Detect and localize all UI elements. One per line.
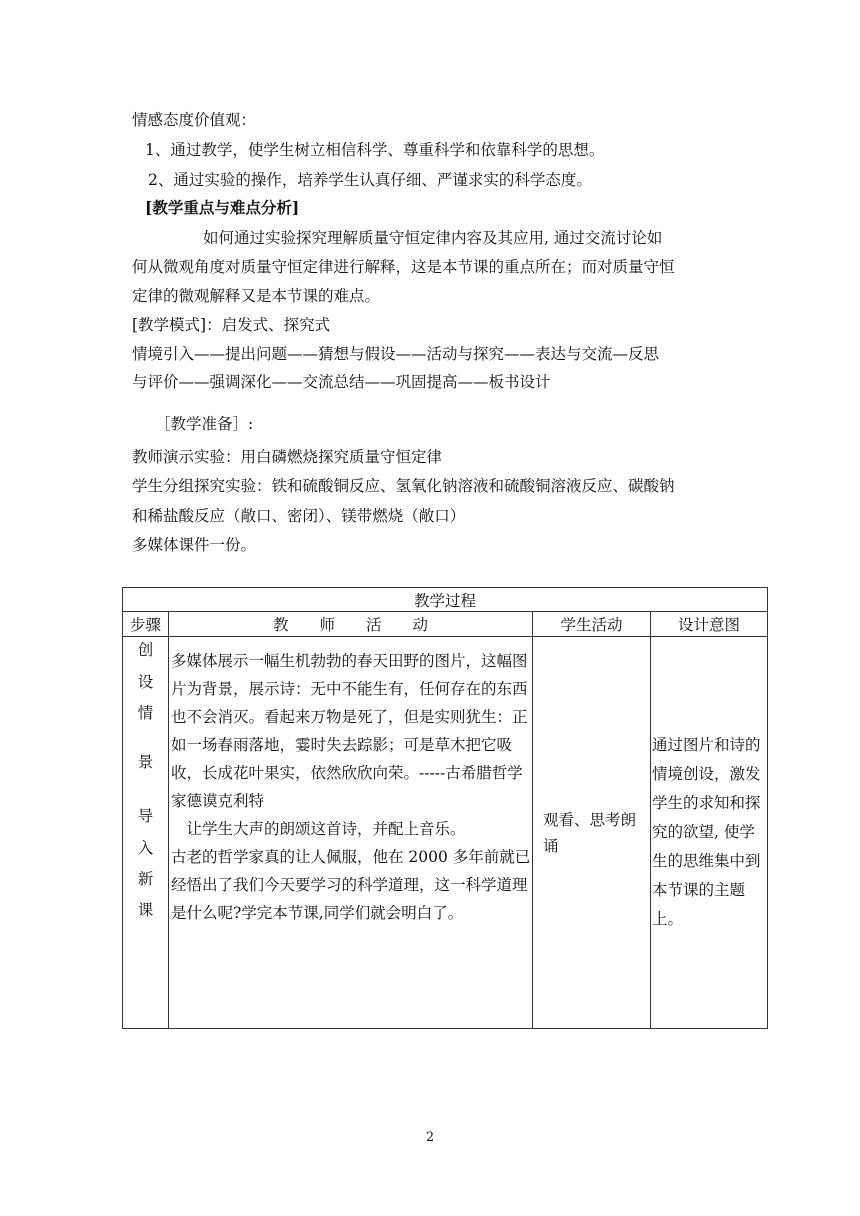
step-char: 创 [137, 641, 154, 659]
teacher-activity-paragraph: 让学生大声的朗颂这首诗，并配上音乐。 [171, 820, 466, 838]
teaching-process-table [122, 587, 768, 1029]
teacher-activity-paragraph: 多媒体展示一幅生机勃勃的春天田野的图片，这幅图片为背景，展示诗：无中不能生有，任何存在的东西也不会消灭。看起来万物是死了，但是实则犹生：正如一场春雨落地，霎时失去踪影；可是草木把它吸收，长成花叶果实，依然欣欣向荣。-----古希腊哲学家德谟克利特 [171, 652, 528, 810]
step-char: 景 [137, 753, 154, 771]
prep-teacher-demo: 教师演示实验：用白磷燃烧探究质量守恒定律 [132, 448, 443, 466]
step-char: 新 [137, 870, 154, 888]
page-number: 2 [425, 1130, 435, 1145]
header-design-intent: 设计意图 [651, 612, 768, 637]
teacher-activity-paragraph: 古老的哲学家真的让人佩服，他在 2000 多年前就已经悟出了我们今天要学习的科学道理，这一科学道理是什么呢?学完本节课,同学们就会明白了。 [171, 848, 531, 922]
step-char: 入 [137, 839, 154, 857]
teaching-mode: [教学模式]：启发式、探究式 [132, 316, 331, 334]
design-intent-cell: 通过图片和诗的情境创设，激发学生的求知和探究的欲望, 使学生的思维集中到本节课的主题上。 [651, 637, 768, 1029]
key-points-line-2: 何从微观角度对质量守恒定律进行解释，这是本节课的重点所在；而对质量守恒 [132, 258, 675, 276]
step-char: 课 [137, 901, 154, 919]
objective-1: 1、通过教学，使学生树立相信科学、尊重科学和依靠科学的思想。 [145, 141, 605, 159]
flow-line-1: 情境引入——提出问题——猜想与假设——活动与探究——表达与交流—反思 [132, 345, 660, 363]
teacher-activity-cell [169, 637, 533, 1029]
heading-key-points: [教学重点与难点分析] [145, 198, 300, 217]
header-step: 步骤 [123, 612, 169, 637]
prep-student-line-1: 学生分组探究实验：铁和硫酸铜反应、氢氧化钠溶液和硫酸铜溶液反应、碳酸钠 [132, 477, 675, 495]
heading-preparation: ［教学准备］: [155, 415, 254, 433]
step-char: 情 [137, 704, 154, 722]
prep-multimedia: 多媒体课件一份。 [132, 536, 257, 554]
step-cell [123, 637, 169, 1029]
step-char: 设 [137, 673, 154, 691]
key-points-line-1: 如何通过实验探究理解质量守恒定律内容及其应用, 通过交流讨论如 [203, 229, 663, 247]
flow-line-2: 与评价——强调深化——交流总结——巩固提高——板书设计 [132, 373, 551, 391]
prep-student-line-2: 和稀盐酸反应（敞口、密闭）、镁带燃烧（敞口） [132, 507, 466, 525]
header-student-activity: 学生活动 [533, 612, 651, 637]
section-label-attitude: 情感态度价值观： [132, 111, 257, 129]
key-points-line-3: 定律的微观解释又是本节课的难点。 [132, 287, 381, 305]
step-char: 导 [137, 807, 154, 825]
objective-2: 2、通过实验的操作，培养学生认真仔细、严谨求实的科学态度。 [148, 171, 592, 189]
header-teacher-activity: 教 师 活 动 [169, 612, 533, 637]
student-activity-cell: 观看、思考朗诵 [533, 637, 651, 1029]
table-title: 教学过程 [123, 588, 768, 612]
